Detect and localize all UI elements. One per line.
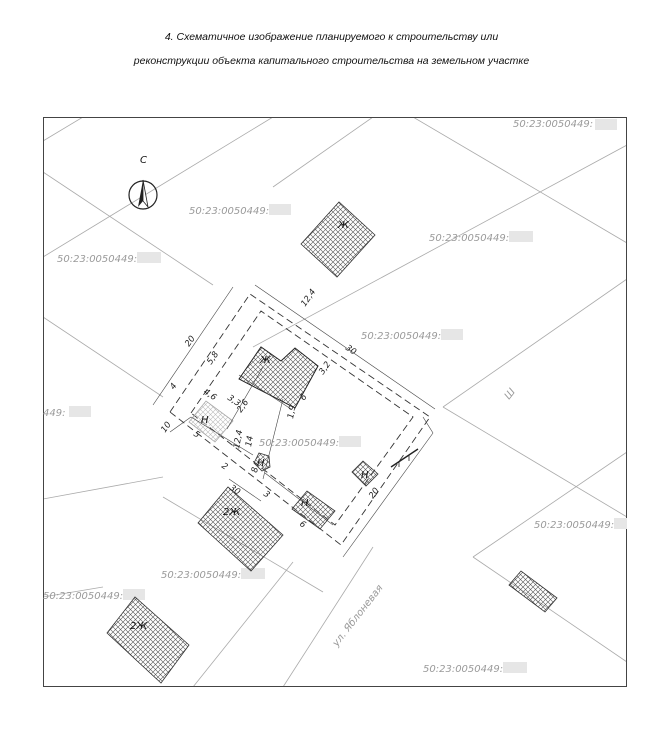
parcel-label: 50:23:0050449: — [429, 233, 510, 244]
dimension-label: 5,8 — [205, 349, 222, 367]
parcel-label: 50:23:0050449: — [189, 206, 270, 217]
dimension-labels — [159, 287, 381, 530]
parcel-label: 449: — [43, 408, 66, 419]
parcel-label: 50:23:0050449: — [361, 331, 442, 342]
dimension-label: 3 — [261, 489, 272, 501]
structure-label: Н — [361, 470, 369, 481]
building-lower-2zh — [198, 487, 283, 571]
structure-label: Н — [201, 415, 209, 426]
dimension-label: 1,9 — [286, 404, 299, 420]
dimension-label: 12,4 — [299, 287, 319, 309]
dimension-label: 6 — [298, 392, 310, 403]
building-left-2zh — [107, 597, 189, 683]
parcel-label: 50:23:0050449: — [161, 570, 242, 581]
north-label: С — [140, 155, 147, 166]
building-top — [301, 202, 375, 277]
structure-n-right — [352, 461, 378, 486]
sheet-heading-line-2: реконструкции объекта капитального строительства на земельном участке — [133, 55, 530, 67]
dimension-label: 3,3 — [225, 393, 243, 410]
dimension-label: 20 — [183, 334, 198, 349]
dimension-label: 5 — [191, 429, 202, 441]
dimension-label: 14 — [244, 435, 256, 448]
structure-label: Н — [257, 458, 265, 469]
north-arrow — [129, 155, 157, 209]
gate-marker — [391, 449, 418, 467]
dimension-label: 3,2 — [317, 359, 334, 377]
parcel-label: 50:23:0050449: — [57, 254, 138, 265]
dimension-label: 30 — [343, 343, 358, 358]
dimension-label: 6 — [297, 519, 308, 531]
dimension-label: 10 — [159, 420, 174, 435]
dimension-label: 20 — [367, 486, 382, 501]
dimension-label: 2 — [219, 461, 230, 473]
site-plan — [43, 117, 627, 687]
building-label: Ж — [260, 355, 271, 366]
dimension-label: 4,6 — [201, 387, 219, 404]
structure-label: Н — [301, 498, 309, 509]
building-label: Ж — [338, 220, 349, 231]
street-label-w: Ш — [502, 386, 518, 402]
dimension-label: 4 — [168, 381, 180, 392]
dimension-label: 8 — [250, 466, 261, 474]
sheet-heading-line-1: 4. Схематичное изображение планируемого к строительству или — [164, 31, 499, 43]
parcel-label: 50:23:0050449: — [43, 591, 124, 602]
parcel-label: 50:23:0050449: — [534, 520, 615, 531]
building-label: 2Ж — [223, 507, 241, 518]
building-label: 2Ж — [130, 621, 148, 632]
street-label: ул. Яблоневая — [330, 582, 386, 649]
dimension-label: 30 — [227, 483, 242, 498]
dimension-label: 12,4 — [232, 429, 246, 450]
parcel-label: 50:23:0050449: — [259, 438, 340, 449]
parcel-label: 50:23:0050449: — [423, 664, 504, 675]
building-far-right — [509, 571, 557, 612]
parcel-label: 50:23:0050449: — [513, 119, 594, 130]
dimension-label: 2,6 — [235, 397, 252, 415]
